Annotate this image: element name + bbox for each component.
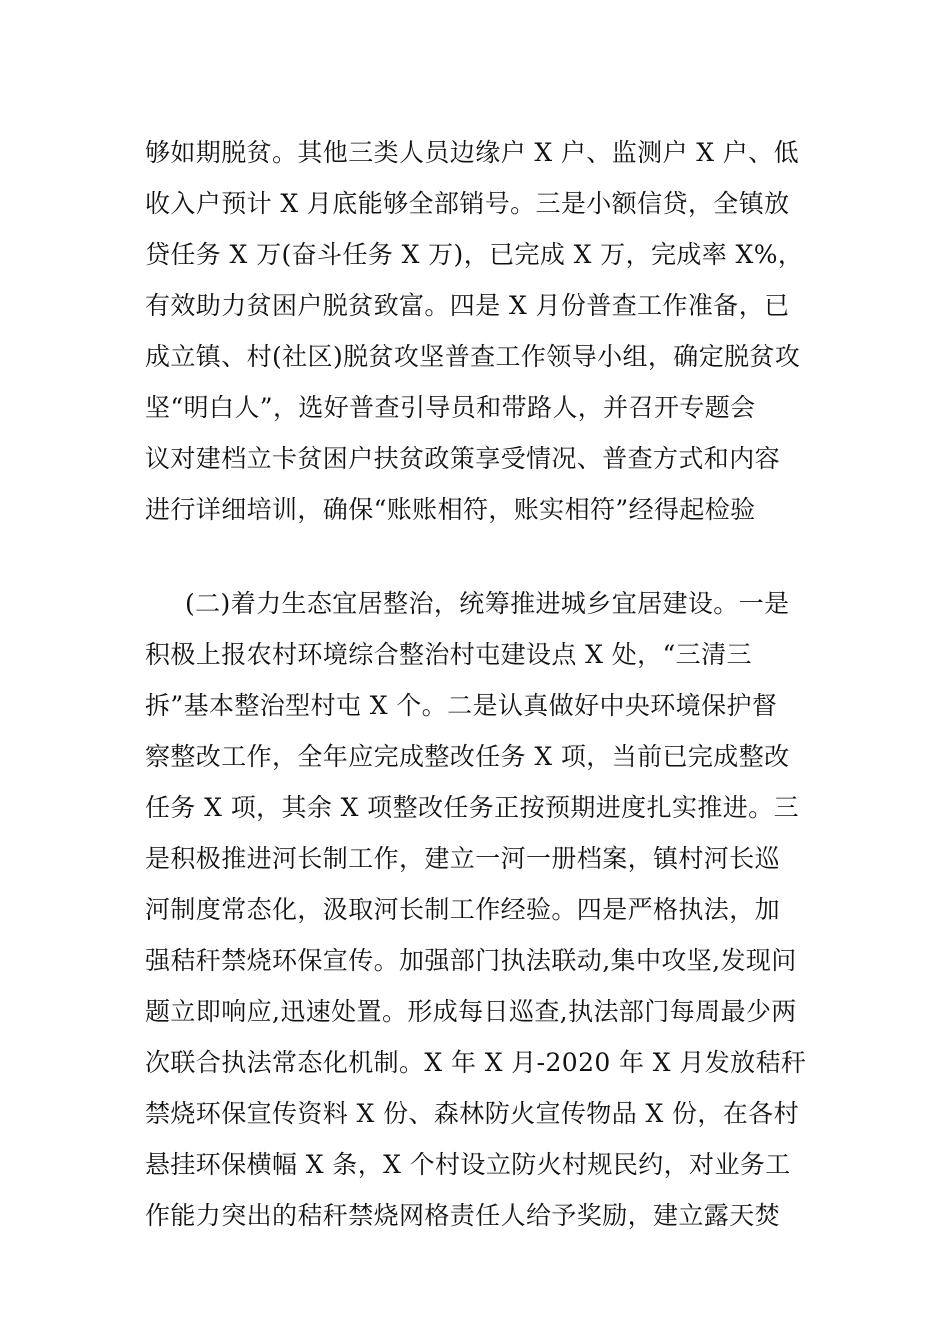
- text-line: 作能力突出的秸秆禁烧网格责任人给予奖励，建立露天焚: [145, 1201, 781, 1230]
- text-line: 够如期脱贫。其他三类人员边缘户 X 户、监测户 X 户、低: [145, 138, 799, 167]
- text-line: 强秸秆禁烧环保宣传。加强部门执法联动,集中攻坚,发现问: [145, 946, 797, 975]
- text-line: 有效助力贫困户脱贫致富。四是 X 月份普查工作准备，已: [145, 291, 790, 320]
- section-heading-line: (二)着力生态宜居整治，统筹推进城乡宜居建设。一是: [185, 589, 790, 618]
- text-line: 收入户预计 X 月底能够全部销号。三是小额信贷，全镇放: [145, 189, 790, 218]
- text-line: 河制度常态化，汲取河长制工作经验。四是严格执法，加: [145, 895, 781, 924]
- text-line: 是积极推进河长制工作，建立一河一册档案，镇村河长巡: [145, 844, 781, 873]
- text-line: 积极上报农村环境综合整治村屯建设点 X 处，“三清三: [145, 640, 752, 669]
- text-line: 成立镇、村(社区)脱贫攻坚普查工作领导小组，确定脱贫攻: [145, 342, 801, 371]
- text-line: 任务 X 项，其余 X 项整改任务正按预期进度扎实推进。三: [145, 793, 799, 822]
- text-line: 坚“明白人”，选好普查引导员和带路人，并召开专题会: [145, 393, 756, 422]
- text-line: 议对建档立卡贫困户扶贫政策享受情况、普查方式和内容: [145, 444, 781, 473]
- text-line: 拆”基本整治型村屯 X 个。二是认真做好中央环境保护督: [145, 691, 778, 720]
- text-line: 悬挂环保横幅 X 条，X 个村设立防火村规民约，对业务工: [145, 1150, 791, 1179]
- text-line: 次联合执法常态化机制。X 年 X 月-2020 年 X 月发放秸秆: [145, 1048, 807, 1077]
- text-line: 题立即响应,迅速处置。形成每日巡查,执法部门每周最少两: [145, 997, 797, 1026]
- paragraph-ecological-livability: [145, 578, 810, 1241]
- text-line: 进行详细培训，确保“账账相符，账实相符”经得起检验: [145, 495, 756, 524]
- text-line: 察整改工作，全年应完成整改任务 X 项，当前已完成整改: [145, 742, 790, 771]
- paragraph-poverty-alleviation: [145, 127, 810, 535]
- text-line: 禁烧环保宣传资料 X 份、森林防火宣传物品 X 份，在各村: [145, 1099, 799, 1128]
- text-line: 贷任务 X 万(奋斗任务 X 万)，已完成 X 万，完成率 X%，: [145, 240, 804, 269]
